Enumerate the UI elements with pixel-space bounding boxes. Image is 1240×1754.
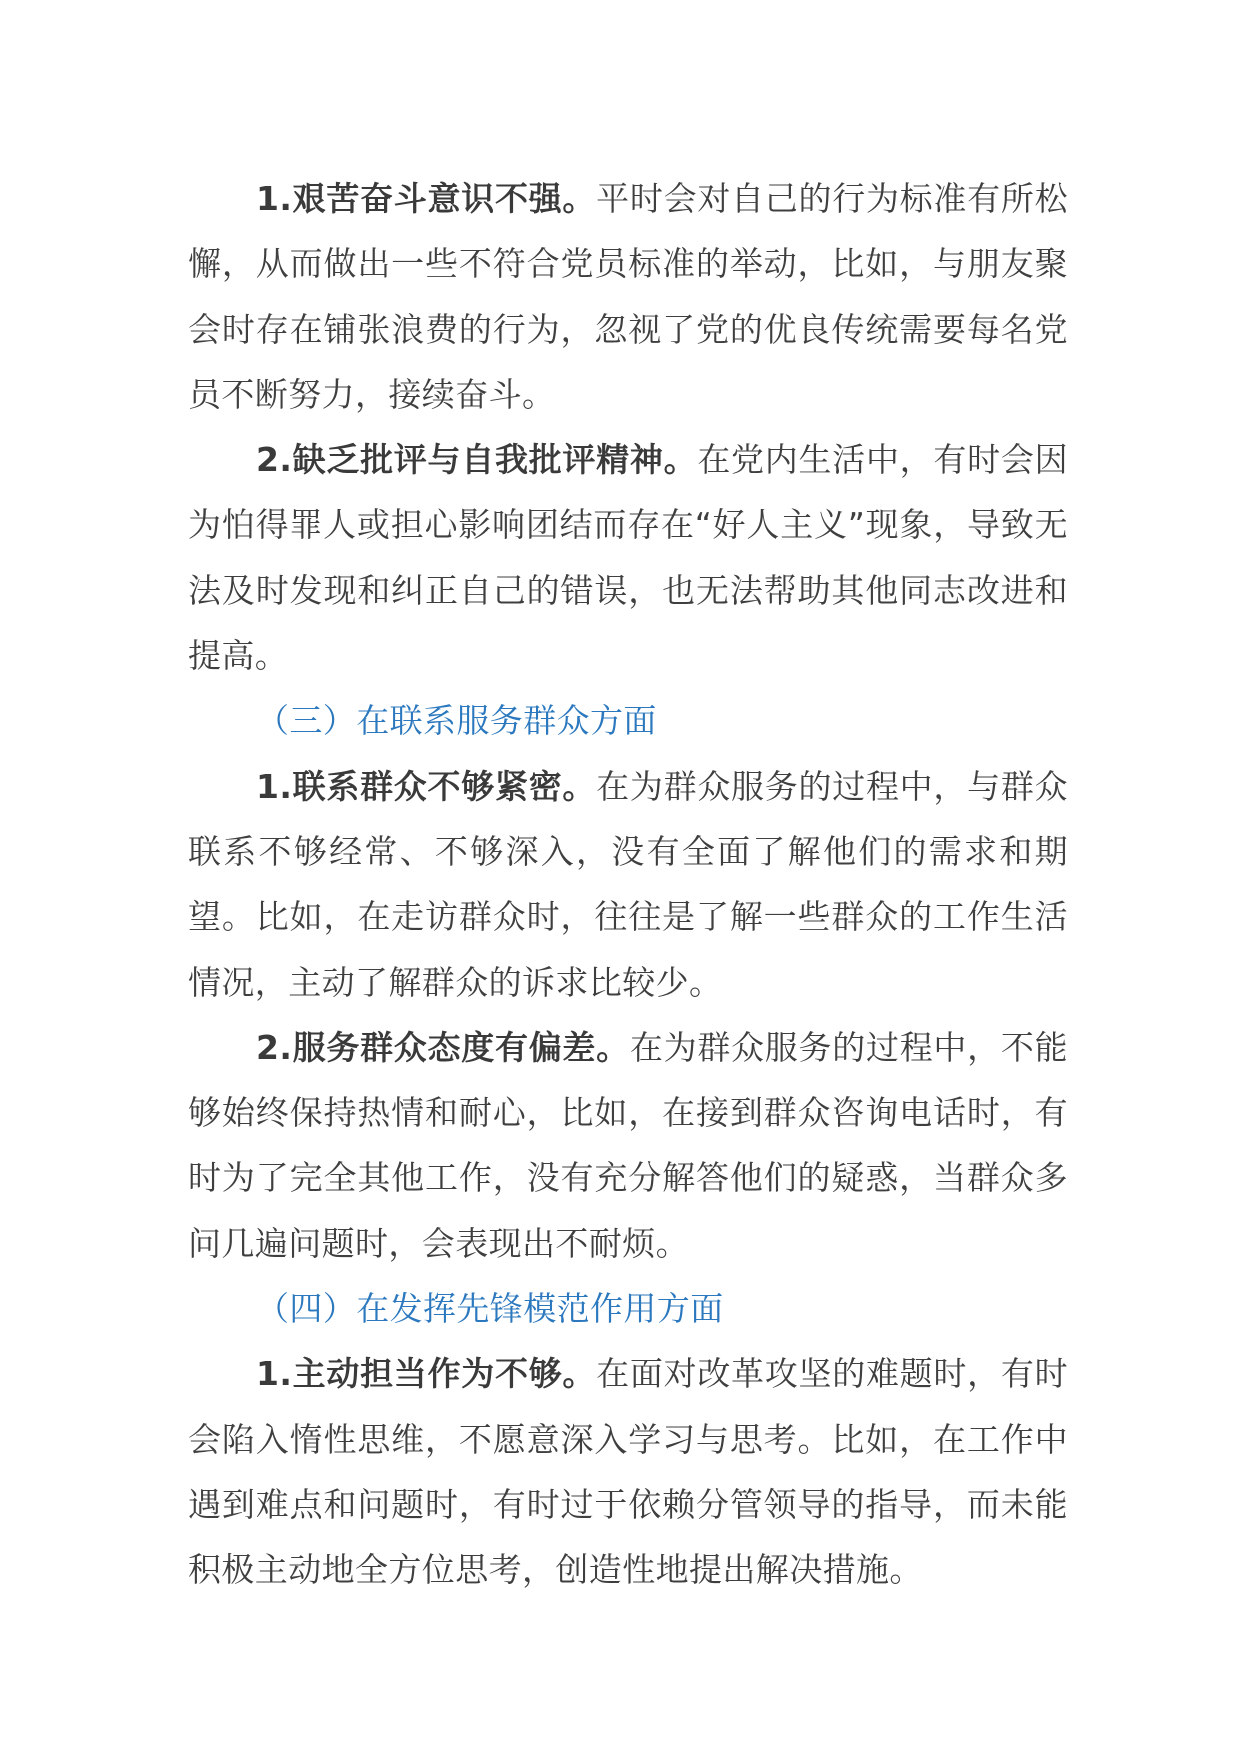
paragraph-contact-masses xyxy=(188,754,1068,1015)
paragraph-lead: 2.缺乏批评与自我批评精神。 xyxy=(256,440,698,480)
paragraph-initiative xyxy=(188,1341,1068,1602)
paragraph-body: 平时会对自己的行为标准有所松懈，从而做出一些不符合党员标准的举动，比如，与朋友聚会时存在铺张浪费的行为，忽视了党的优良传统需要每名党员不断努力，接续奋斗。 xyxy=(188,179,1068,414)
paragraph-lead: 1.艰苦奋斗意识不强。 xyxy=(256,179,597,218)
document-body xyxy=(188,166,1068,1603)
paragraph-body: 在为群众服务的过程中，不能够始终保持热情和耐心，比如，在接到群众咨询电话时，有时为了完全其他工作，没有充分解答他们的疑惑，当群众多问几遍问题时，会表现出不耐烦。 xyxy=(188,1027,1068,1263)
paragraph-hard-work xyxy=(188,166,1068,427)
section-heading-four: （四）在发挥先锋模范作用方面 xyxy=(256,1289,724,1329)
paragraph-lead: 1.联系群众不够紧密。 xyxy=(256,766,597,806)
paragraph-lead: 2.服务群众态度有偏差。 xyxy=(256,1027,630,1067)
paragraph-body: 在党内生活中，有时会因为怕得罪人或担心影响团结而存在“好人主义”现象，导致无法及时发现和纠正自己的错误，也无法帮助其他同志改进和提高。 xyxy=(188,440,1068,676)
paragraph-body: 在面对改革攻坚的难题时，有时会陷入惰性思维，不愿意深入学习与思考。比如，在工作中遇到难点和问题时，有时过于依赖分管领导的指导，而未能积极主动地全方位思考，创造性地提出解决措施。 xyxy=(188,1354,1068,1590)
paragraph-criticism xyxy=(188,427,1068,688)
paragraph-lead: 1.主动担当作为不够。 xyxy=(256,1354,597,1394)
paragraph-service-attitude xyxy=(188,1015,1068,1276)
paragraph-body: 在为群众服务的过程中，与群众联系不够经常、不够深入，没有全面了解他们的需求和期望。比如，在走访群众时，往往是了解一些群众的工作生活情况，主动了解群众的诉求比较少。 xyxy=(188,766,1068,1002)
section-heading-three: （三）在联系服务群众方面 xyxy=(256,701,657,741)
